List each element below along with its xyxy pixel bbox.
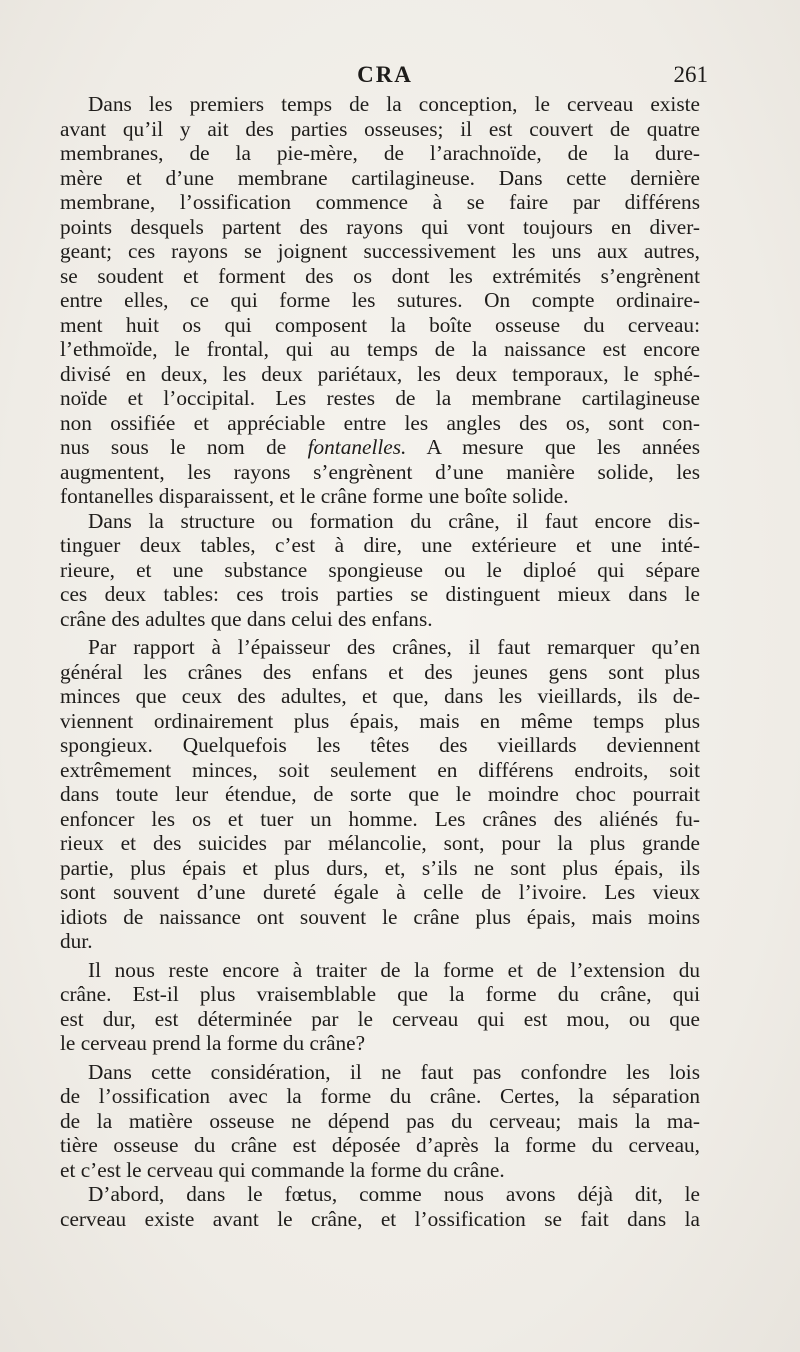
text-line: membrane, l’ossification commence à se faire par différens <box>60 190 700 214</box>
text-line: D’abord, dans le fœtus, comme nous avons déjà dit, le <box>88 1182 700 1206</box>
text-line: idiots de naissance ont souvent le crâne plus épais, mais moins <box>60 904 700 929</box>
text-line: rieux et des suicides par mélancolie, sont, pour la plus grande <box>60 831 700 855</box>
text-line: cerveau existe avant le crâne, et l’ossification se fait dans la <box>60 1206 700 1231</box>
line-end: A mesure que les années <box>426 435 700 459</box>
page-number: 261 <box>673 62 708 87</box>
text-line: extrêmement minces, soit seulement en différens endroits, soit <box>60 757 700 782</box>
text-line: membranes, de la pie-mère, de l’arachnoïde, de la dure- <box>60 141 700 165</box>
text-line: avant qu’il y ait des parties osseuses; il est couvert de quatre <box>60 116 700 141</box>
text-line: viennent ordinairement plus épais, mais en même temps plus <box>60 708 700 733</box>
line-start: nus sous le nom de <box>60 435 287 459</box>
text-line-with-term <box>60 435 700 460</box>
text-line: se soudent et forment des os dont les extrémités s’engrènent <box>60 263 700 288</box>
text-line: mère et d’une membrane cartilagineuse. Dans cette dernière <box>60 165 700 190</box>
fontanelles-term: fontanelles. <box>307 435 407 459</box>
text-line: dans toute leur étendue, de sorte que le moindre choc pourrait <box>60 782 700 806</box>
text-line: divisé en deux, les deux pariétaux, les deux temporaux, le sphé- <box>60 361 700 386</box>
text-line: enfoncer les os et tuer un homme. Les crânes des aliénés fu- <box>60 806 700 831</box>
body-text <box>60 92 700 1231</box>
text-line: spongieux. Quelquefois les têtes des vieillards deviennent <box>60 733 700 757</box>
text-line: et c’est le cerveau qui commande la forme du crâne. <box>60 1157 505 1182</box>
text-line: dur. <box>60 929 93 953</box>
text-line: ces deux tables: ces trois parties se distinguent mieux dans le <box>60 582 700 606</box>
text-line: entre elles, ce qui forme les sutures. On compte ordinaire- <box>60 288 700 312</box>
text-line: l’ethmoïde, le frontal, qui au temps de la naissance est encore <box>60 337 700 361</box>
text-line: de l’ossification avec la forme du crâne. Certes, la séparation <box>60 1084 700 1108</box>
text-line: rieure, et une substance spongieuse ou le diploé qui sépare <box>60 557 700 582</box>
text-line: est dur, est déterminée par le cerveau qui est mou, ou que <box>60 1006 700 1031</box>
text-line: augmentent, les rayons s’engrènent d’une manière solide, les <box>60 459 700 484</box>
text-line: non ossifiée et appréciable entre les angles des os, sont con- <box>60 410 700 435</box>
text-line: général les crânes des enfans et des jeunes gens sont plus <box>60 659 700 684</box>
text-line: tière osseuse du crâne est déposée d’après la forme du cerveau, <box>60 1133 700 1157</box>
text-line: Dans la structure ou formation du crâne, il faut encore dis- <box>88 508 700 533</box>
text-line: crâne des adultes que dans celui des enfans. <box>60 606 433 631</box>
text-line: geant; ces rayons se joignent successivement les uns aux autres, <box>60 239 700 263</box>
page-header <box>62 62 708 92</box>
text-line: sont souvent d’une dureté égale à celle de l’ivoire. Les vieux <box>60 880 700 904</box>
text-line: Dans les premiers temps de la conception, le cerveau existe <box>88 92 700 116</box>
text-line: Il nous reste encore à traiter de la forme et de l’extension du <box>88 957 700 982</box>
text-line: fontanelles disparaissent, et le crâne forme une boîte solide. <box>60 484 569 508</box>
text-line: Par rapport à l’épaisseur des crânes, il faut remarquer qu’en <box>88 635 700 659</box>
text-line: partie, plus épais et plus durs, et, s’ils ne sont plus épais, ils <box>60 855 700 880</box>
text-line: minces que ceux des adultes, et que, dans les vieillards, ils de- <box>60 684 700 708</box>
text-line: Dans cette considération, il ne faut pas confondre les lois <box>88 1059 700 1084</box>
text-line: tinguer deux tables, c’est à dire, une extérieure et une inté- <box>60 533 700 557</box>
text-line: points desquels partent des rayons qui vont toujours en diver- <box>60 214 700 239</box>
text-line: de la matière osseuse ne dépend pas du cerveau; mais la ma- <box>60 1108 700 1133</box>
text-line: le cerveau prend la forme du crâne? <box>60 1031 366 1055</box>
running-head: CRA <box>357 62 413 87</box>
text-line: crâne. Est-il plus vraisemblable que la forme du crâne, qui <box>60 982 700 1006</box>
text-line: noïde et l’occipital. Les restes de la membrane cartilagineuse <box>60 386 700 410</box>
text-line: ment huit os qui composent la boîte osseuse du cerveau: <box>60 312 700 337</box>
